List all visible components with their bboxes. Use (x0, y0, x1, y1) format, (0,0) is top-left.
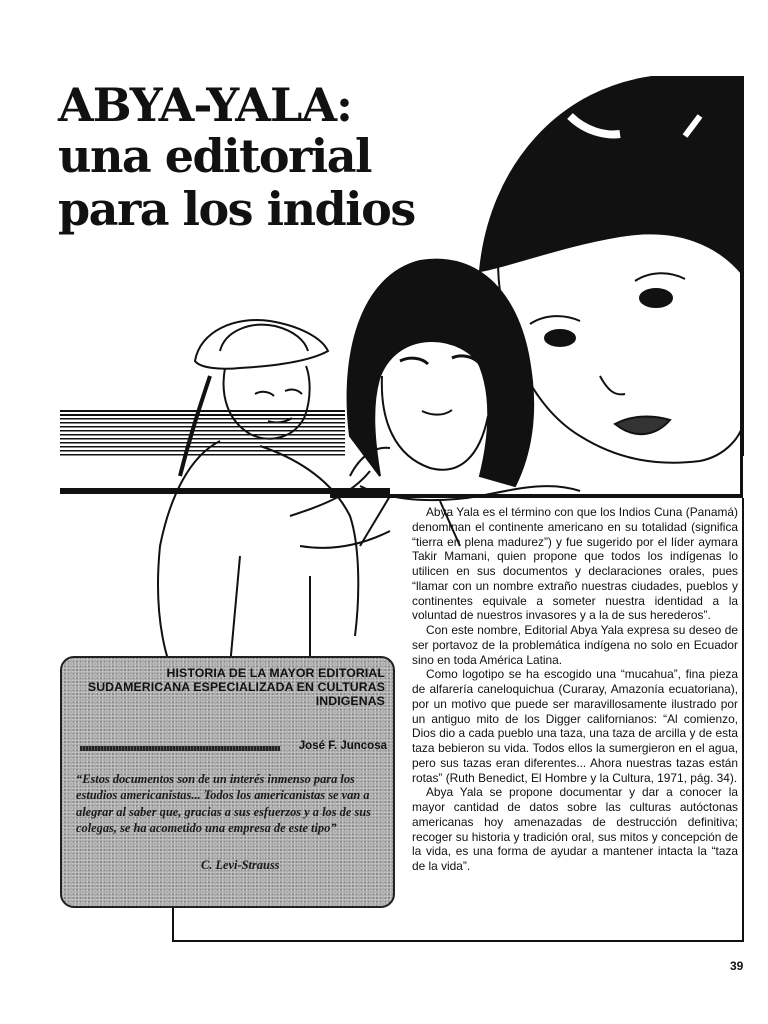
body-paragraph: Abya Yala se propone documentar y dar a conocer la mayor cantidad de datos sobre las culturas autóctonas americanas hoy amenazadas de destrucción definitiva; recoger su historia y tradición oral, sus mitos y concepción de la vida, es una forma de ayudar a mantener intacta la “taza de la vida”. (412, 785, 738, 873)
sidebar-heading: HISTORIA DE LA MAYOR EDITORIAL SUDAMERICANA ESPECIALIZADA EN CULTURAS INDIGENAS (87, 666, 385, 708)
page-number: 39 (730, 959, 744, 973)
hatched-band (60, 410, 345, 456)
sidebar-author: José F. Juncosa (298, 740, 387, 752)
title-line-3: para los indios (58, 182, 415, 236)
body-paragraph: Abya Yala es el término con que los Indios Cuna (Panamá) denominan el continente americano en su totalidad (significa “tierra en plena madurez”) y fue sugerido por el líder aymara Takir Mamani, quien propone que todos los indígenas lo utilicen en sus documentos y declaraciones orales, pues “llamar con un nombre extraño nuestras ciudades, pueblos y continentes equivale a someter nuestra identidad a la voluntad de nuestros invasores y a la de sus herederos”. (412, 505, 738, 623)
sidebar-quote: “Estos documentos son de un interés inmenso para los estudios americanistas... Todos los americanistas se van a alegrar al saber que, gracias a sus esfuerzos y a los de sus colegas, se ha acometido una empresa de este tipo” (76, 772, 371, 836)
article-body (412, 505, 738, 874)
frame-divider-rule (742, 498, 744, 941)
girl-portrait (348, 260, 580, 546)
title-line-1: ABYA-YALA: (58, 78, 352, 132)
sidebar-box (60, 656, 395, 908)
sidebar-byline-bar (80, 746, 280, 751)
article-title (58, 80, 528, 236)
body-paragraph: Como logotipo se ha escogido una “mucahua”, fina pieza de alfarería caneloquichua (Curaray, Amazonía ecuatoriana), por un motivo que puede ser maravillosamente ilustrado por un antiguo mito de los Digger californianos: “Al comienzo, Dios dio a cada pueblo una taza, una taza de arcilla y de esta taza bebieron su vida. Todos ellos la sumergieron en el agua, pero sus tazas eran diferentes... Ahora nuestras tazas están rotas” (Ruth Benedict, El Hombre y la Cultura, 1971, pág. 34). (412, 667, 738, 785)
frame-left-rule (172, 904, 174, 941)
frame-top-rule (330, 494, 742, 498)
title-line-2: una editorial (58, 129, 372, 183)
frame-right-rule (740, 76, 743, 498)
body-paragraph: Con este nombre, Editorial Abya Yala expresa su deseo de ser portavoz de la problemática indígena no solo en Ecuador sino en toda América Latina. (412, 623, 738, 667)
sidebar-quote-author: C. Levi-Strauss (201, 858, 280, 872)
frame-bottom-rule (172, 940, 744, 942)
